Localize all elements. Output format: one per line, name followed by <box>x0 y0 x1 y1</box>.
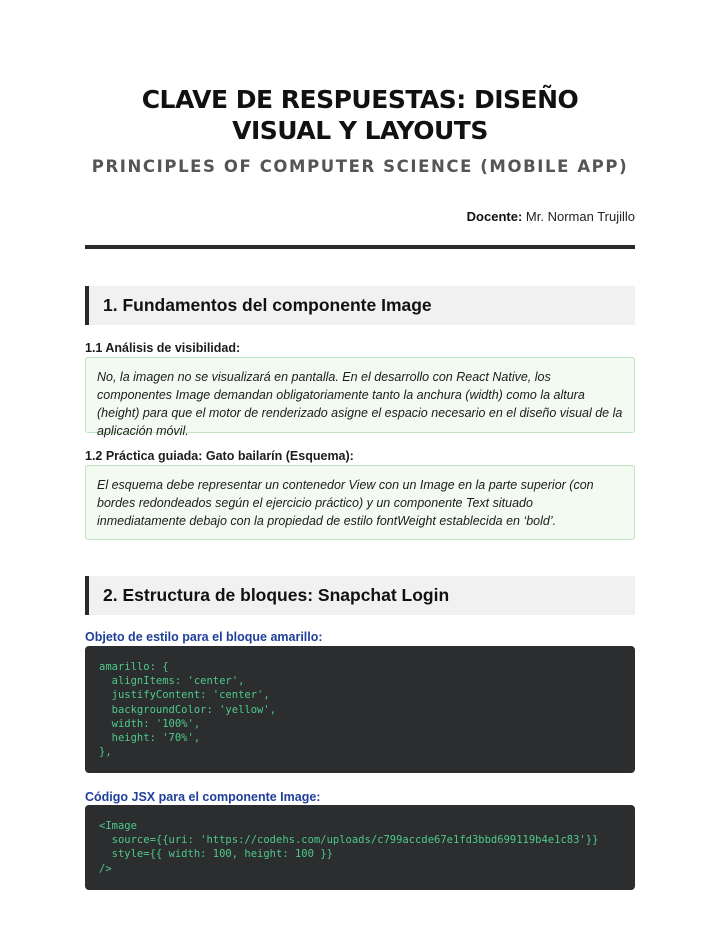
teacher-name: Mr. Norman Trujillo <box>525 209 635 224</box>
code-2-label: Código JSX para el componente Image: <box>85 790 321 804</box>
header-divider <box>85 245 635 249</box>
code-block-image-jsx: <Image source={{uri: 'https://codehs.com/uploads/c799accde67e1fd3bbd699119b4e1c83'}} style={{ width: 100, height: 100 }} /> <box>85 805 635 890</box>
answer-1-2-box: El esquema debe representar un contenedor View con un Image en la parte superior (con bordes redondeados según el ejercicio práctico) y un componente Text situado inmediatamente debajo con la propiedad de estilo fontWeight establecida en ‘bold’. <box>85 465 635 540</box>
title-line-2: VISUAL Y LAYOUTS <box>232 116 488 145</box>
title-line-1: CLAVE DE RESPUESTAS: DISEÑO <box>141 85 579 114</box>
section-1-heading: 1. Fundamentos del componente Image <box>85 286 635 325</box>
code-block-style-object: amarillo: { alignItems: 'center', justifyContent: 'center', backgroundColor: 'yellow', width: '100%', height: '70%', }, <box>85 646 635 773</box>
page-subtitle: PRINCIPLES OF COMPUTER SCIENCE (MOBILE APP) <box>91 157 629 176</box>
teacher-label: Docente: <box>466 209 523 224</box>
teacher-line <box>467 209 635 224</box>
code-1-label: Objeto de estilo para el bloque amarillo: <box>85 630 323 644</box>
answer-1-1-box: No, la imagen no se visualizará en pantalla. En el desarrollo con React Native, los componentes Image demandan obligatoriamente tanto la anchura (width) como la altura (height) para que el motor de renderizado asigne el espacio necesario en el diseño visual de la aplicación móvil. <box>85 357 635 433</box>
section-2-heading: 2. Estructura de bloques: Snapchat Login <box>85 576 635 615</box>
question-1-1-label: 1.1 Análisis de visibilidad: <box>85 341 241 355</box>
question-1-2-label: 1.2 Práctica guiada: Gato bailarín (Esquema): <box>85 449 354 463</box>
page-title <box>60 84 660 146</box>
